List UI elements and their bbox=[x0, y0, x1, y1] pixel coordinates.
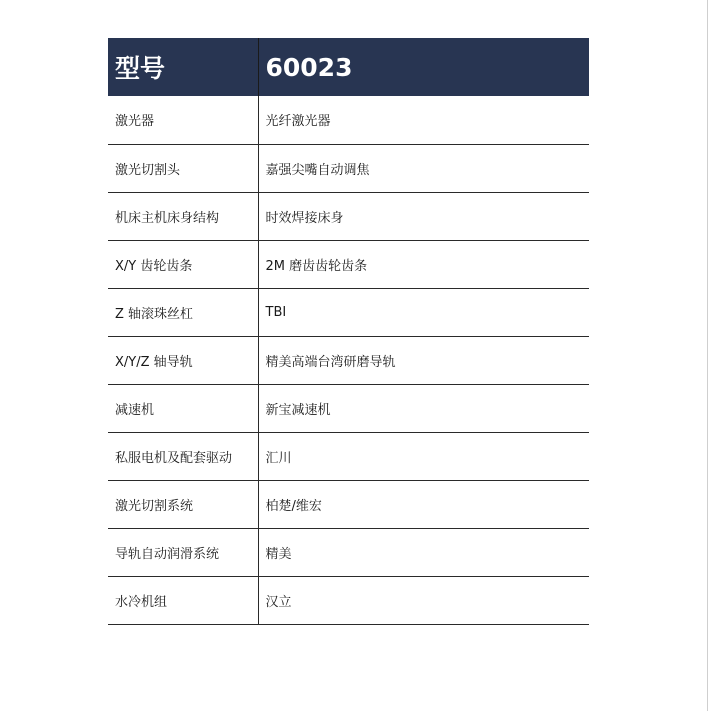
row-value: 汇川 bbox=[258, 432, 589, 480]
table-row bbox=[108, 192, 589, 240]
row-value: 新宝减速机 bbox=[258, 384, 589, 432]
row-label: 水冷机组 bbox=[108, 576, 258, 624]
row-value: 汉立 bbox=[258, 576, 589, 624]
table-row bbox=[108, 240, 589, 288]
table-row bbox=[108, 336, 589, 384]
table-row bbox=[108, 432, 589, 480]
row-label: 减速机 bbox=[108, 384, 258, 432]
row-label: 激光器 bbox=[108, 96, 258, 144]
row-value: 柏楚/维宏 bbox=[258, 480, 589, 528]
row-value: 精美 bbox=[258, 528, 589, 576]
table-row bbox=[108, 288, 589, 336]
row-value: 光纤激光器 bbox=[258, 96, 589, 144]
model-label: 型号 bbox=[108, 38, 258, 96]
table-row bbox=[108, 576, 589, 624]
row-label: 机床主机床身结构 bbox=[108, 192, 258, 240]
row-label: 私服电机及配套驱动 bbox=[108, 432, 258, 480]
table-row bbox=[108, 480, 589, 528]
row-label: 导轨自动润滑系统 bbox=[108, 528, 258, 576]
row-label: 激光切割系统 bbox=[108, 480, 258, 528]
row-value: TBI bbox=[258, 288, 589, 336]
page-edge bbox=[707, 0, 708, 711]
row-value: 精美高端台湾研磨导轨 bbox=[258, 336, 589, 384]
row-label: Z 轴滚珠丝杠 bbox=[108, 288, 258, 336]
row-value: 嘉强尖嘴自动调焦 bbox=[258, 144, 589, 192]
header-row bbox=[108, 38, 589, 96]
table-row bbox=[108, 96, 589, 144]
row-label: X/Y/Z 轴导轨 bbox=[108, 336, 258, 384]
row-label: X/Y 齿轮齿条 bbox=[108, 240, 258, 288]
table-row bbox=[108, 384, 589, 432]
row-value: 时效焊接床身 bbox=[258, 192, 589, 240]
table-row bbox=[108, 528, 589, 576]
table-row bbox=[108, 144, 589, 192]
row-value: 2M 磨齿齿轮齿条 bbox=[258, 240, 589, 288]
spec-table bbox=[108, 38, 589, 625]
model-number: 60023 bbox=[258, 38, 589, 96]
row-label: 激光切割头 bbox=[108, 144, 258, 192]
